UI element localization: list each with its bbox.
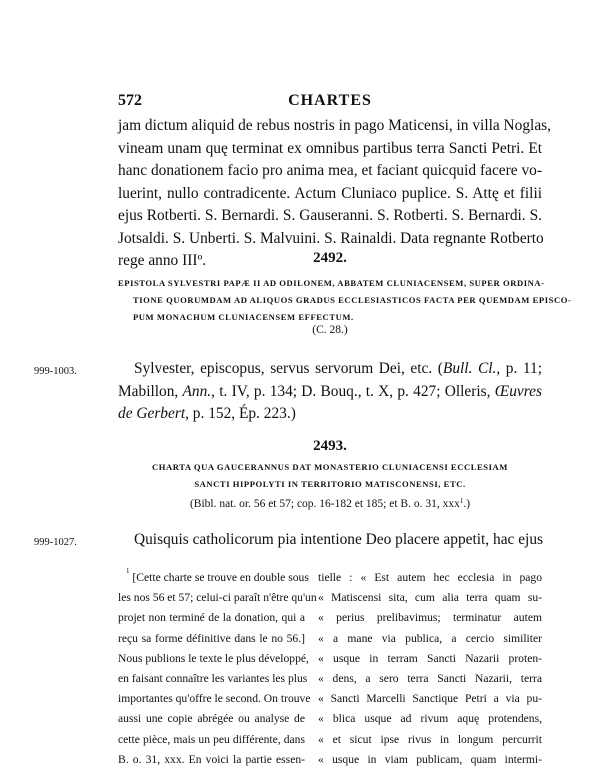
footnote-line: « perius prelibavimus; terminatur autem: [318, 611, 542, 625]
footnote-line: reçu sa forme définitive dans le no 56.]: [118, 631, 305, 645]
charter-number-2493: 2493.: [313, 438, 347, 454]
running-title: CHARTES: [288, 92, 372, 109]
title-line: EPISTOLA SYLVESTRI PAPÆ II AD ODILONEM, ABBATEM CLUNIACENSEM, SUPER ORDINA-: [118, 278, 545, 288]
text-line: vineam unam quę terminat ex omnibus partibus terra Sancti Petri. Et: [118, 139, 542, 157]
footnote-line: tielle : « Est autem hec ecclesia in pago: [318, 571, 542, 584]
footnote-line: B. o. 31, xxx. En voici la partie essen-: [118, 752, 305, 766]
footnote-line: « Sancti Marcelli Sanctique Petri a via pu-: [318, 692, 542, 706]
charter-date-2492: 999-1003.: [34, 366, 77, 377]
footnote-line: « usque in terram Sancti Nazarii proten-: [318, 651, 542, 665]
text-line: Quisquis catholicorum pia intentione Deo placere appetit, hac ejus: [134, 531, 544, 548]
charter-text-2492: [118, 358, 542, 426]
charter-text-2493: [118, 529, 542, 552]
footnote-line: importantes qu'offre le second. On trouve: [118, 692, 311, 706]
text-line: de Gerbert, p. 152, Ép. 223.): [118, 405, 296, 422]
charter-source-2493: (Bibl. nat. or. 56 et 57; cop. 16-182 et 185; et B. o. 31, xxx$^1$.): [189, 497, 471, 510]
footnote-line: « et sicut ipse rivus in longum percurrit: [318, 732, 542, 746]
footnote-line: « blica usque ad rivum aquę protendens,: [318, 712, 542, 726]
footnote-line: Nous publions le texte le plus développé,: [118, 651, 309, 665]
footnote-marker: 1: [126, 567, 130, 575]
continuation-text: [118, 115, 552, 273]
text-line: ejus Rotberti. S. Bernardi. S. Gauseranni. S. Rotberti. S. Bernardi. S.: [118, 207, 542, 224]
charter-source-2492: (C. 28.): [312, 324, 348, 336]
footnote-line: « a mane via publica, a cercio similiter: [318, 631, 542, 645]
footnote-line: « Matiscensi sita, cum alia terra quam su-: [318, 591, 542, 605]
text-line: Sylvester, episcopus, servus servorum Dei, etc. (Bull. Cl., p. 11;: [134, 360, 543, 377]
footnote-ref[interactable]: 1: [459, 497, 464, 505]
page-number: 572: [118, 92, 142, 109]
title-line: CHARTA QUA GAUCERANNUS DAT MONASTERIO CLUNIACENSI ECCLESIAM: [152, 462, 508, 472]
text-line: rege anno IIIº.: [118, 252, 207, 269]
text-line: Mabillon, Ann., t. IV, p. 134; D. Bouq., t. X, p. 427; Olleris, Œuvres: [118, 382, 542, 400]
text-line: Jotsaldi. S. Unberti. S. Malvuini. S. Rainaldi. Data regnante Rotberto: [118, 229, 544, 247]
charter-title-2492: [118, 275, 572, 326]
footnote-line: $^1$ [Cette charte se trouve en double sous: [126, 567, 309, 584]
text-line: luerint, nullo contradicente. Actum Cluniaco puplice. S. Attę et filii: [118, 184, 542, 202]
title-line: SANCTI HIPPOLYTI IN TERRITORIO MATISCONENSI, ETC.: [194, 479, 466, 489]
title-line: TIONE QUORUMDAM AD ALIQUOS GRADUS ECCLESIASTICOS FACTA PER QUEMDAM EPISCO-: [133, 295, 572, 305]
running-head: [118, 92, 542, 114]
text-line: hanc donationem facio pro anima mea, et faciant quicquid facere vo-: [118, 162, 542, 179]
footnote-line: aussi une copie abrégée ou analyse de: [118, 712, 305, 726]
footnote-line: projet non terminé de la donation, qui a: [118, 611, 305, 625]
title-line: PUM MONACHUM CLUNIACENSEM EFFECTUM.: [133, 312, 354, 322]
footnote-line: « dens, a sero terra Sancti Nazarii, terra: [318, 671, 542, 685]
footnote-line: « usque in viam publicam, quam intermi-: [318, 752, 542, 766]
footnote-line: les nos 56 et 57; celui-ci paraît n'être qu'un: [118, 591, 317, 605]
footnote-line: en faisant connaître les variantes les plus: [118, 671, 308, 685]
footnote-right-column: [318, 568, 542, 770]
text-line: jam dictum aliquid de rebus nostris in pago Maticensi, in villa Noglas,: [118, 117, 552, 134]
footnote-line: cette pièce, mais un peu différente, dans: [118, 732, 305, 746]
charter-title-2493: [118, 459, 542, 493]
charter-date-2493: 999-1027.: [34, 537, 77, 548]
footnote-left-column: [118, 567, 317, 770]
charter-number-2492: 2492.: [313, 250, 347, 266]
